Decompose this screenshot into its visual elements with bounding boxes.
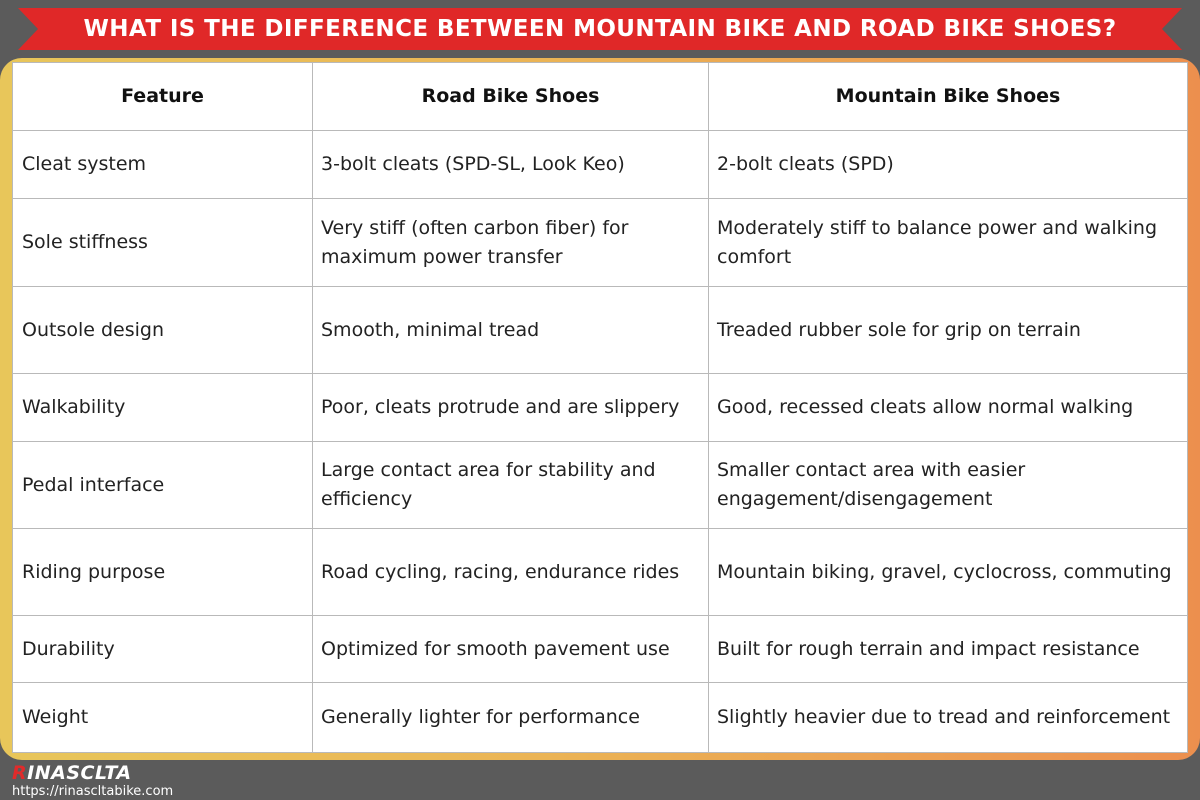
comparison-table — [12, 62, 1188, 753]
cell-road: Road cycling, racing, endurance rides — [313, 529, 709, 616]
cell-mountain: Slightly heavier due to tread and reinforcement — [709, 683, 1188, 753]
brand-logo — [12, 762, 132, 784]
table-header-row — [13, 63, 1188, 131]
table-row — [13, 287, 1188, 374]
site-url: https://rinascltabike.com — [12, 784, 174, 799]
cell-mountain: Built for rough terrain and impact resistance — [709, 616, 1188, 683]
table-row — [13, 374, 1188, 442]
cell-feature: Riding purpose — [13, 529, 313, 616]
cell-road: Large contact area for stability and efficiency — [313, 442, 709, 529]
cell-mountain: Smaller contact area with easier engagement/disengagement — [709, 442, 1188, 529]
cell-mountain: Moderately stiff to balance power and walking comfort — [709, 199, 1188, 287]
title-banner — [18, 8, 1182, 50]
header-mountain-bike-shoes: Mountain Bike Shoes — [709, 63, 1188, 131]
cell-mountain: Mountain biking, gravel, cyclocross, commuting — [709, 529, 1188, 616]
cell-feature: Pedal interface — [13, 442, 313, 529]
table-row — [13, 131, 1188, 199]
cell-road: Very stiff (often carbon fiber) for maximum power transfer — [313, 199, 709, 287]
cell-road: Smooth, minimal tread — [313, 287, 709, 374]
header-road-bike-shoes: Road Bike Shoes — [313, 63, 709, 131]
cell-feature: Outsole design — [13, 287, 313, 374]
cell-feature: Durability — [13, 616, 313, 683]
table-row — [13, 616, 1188, 683]
cell-road: 3-bolt cleats (SPD-SL, Look Keo) — [313, 131, 709, 199]
page-title: WHAT IS THE DIFFERENCE BETWEEN MOUNTAIN BIKE AND ROAD BIKE SHOES? — [83, 16, 1117, 42]
table-row — [13, 529, 1188, 616]
cell-mountain: Good, recessed cleats allow normal walking — [709, 374, 1188, 442]
header-feature: Feature — [13, 63, 313, 131]
cell-mountain: Treaded rubber sole for grip on terrain — [709, 287, 1188, 374]
logo-first-letter: R — [12, 762, 28, 784]
table-row — [13, 683, 1188, 753]
cell-road: Generally lighter for performance — [313, 683, 709, 753]
table-row — [13, 442, 1188, 529]
cell-mountain: 2-bolt cleats (SPD) — [709, 131, 1188, 199]
logo-rest: INASCLTA — [27, 762, 132, 784]
table-row — [13, 199, 1188, 287]
cell-feature: Walkability — [13, 374, 313, 442]
cell-feature: Cleat system — [13, 131, 313, 199]
cell-feature: Sole stiffness — [13, 199, 313, 287]
cell-feature: Weight — [13, 683, 313, 753]
cell-road: Optimized for smooth pavement use — [313, 616, 709, 683]
cell-road: Poor, cleats protrude and are slippery — [313, 374, 709, 442]
